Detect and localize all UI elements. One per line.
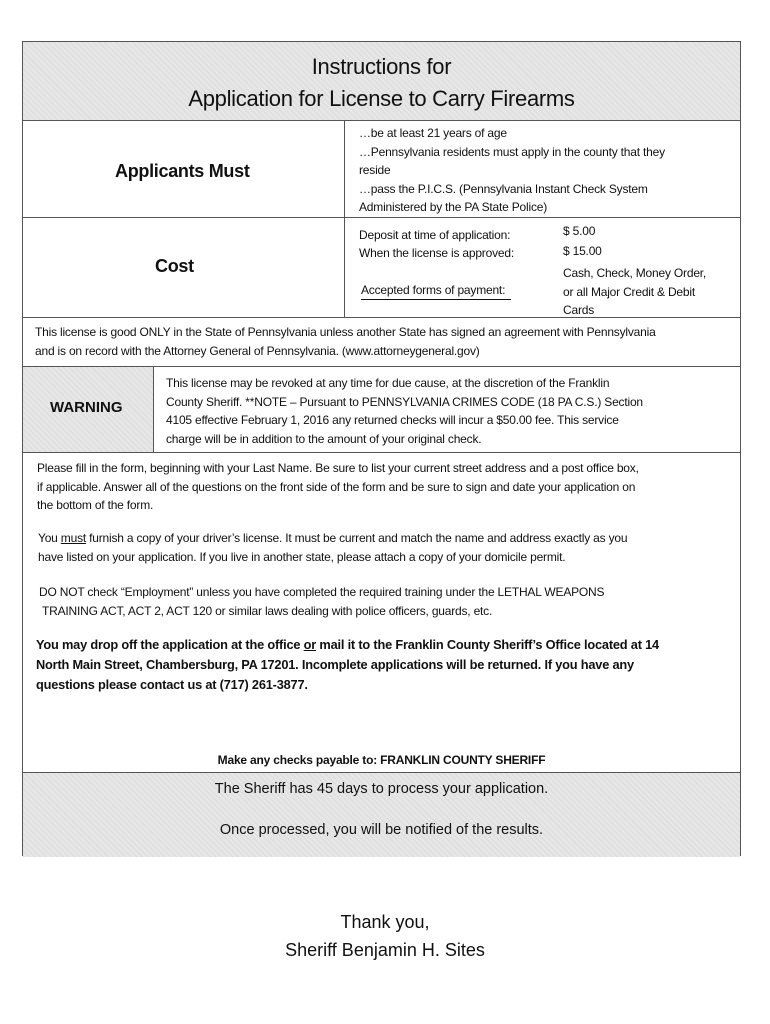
drivers-license-text-pre: You bbox=[38, 531, 61, 545]
submission-line-3: questions please contact us at (717) 261-3877. bbox=[36, 677, 308, 692]
instruction-fill-form-line-2: if applicable. Answer all of the questions on the front side of the form and be sure to sign and date your application on bbox=[37, 479, 636, 494]
warning-line-1: This license may be revoked at any time for due cause, at the discretion of the Franklin bbox=[166, 376, 610, 390]
requirement-pics: …pass the P.I.C.S. (Pennsylvania Instant Check System bbox=[359, 181, 648, 196]
notification-note: Once processed, you will be notified of the results. bbox=[219, 822, 544, 838]
warning-line-2: County Sheriff. **NOTE – Pursuant to PENNSYLVANIA CRIMES CODE (18 PA C.S.) Section bbox=[166, 394, 643, 409]
requirement-age: …be at least 21 years of age bbox=[359, 126, 507, 140]
instruction-submission bbox=[36, 635, 659, 695]
title-line-1: Instructions for bbox=[311, 54, 452, 79]
warning-label: WARNING bbox=[50, 399, 123, 416]
payment-methods-line-3: Cards bbox=[563, 303, 595, 317]
requirement-pics-cont: Administered by the PA State Police) bbox=[359, 200, 548, 214]
instruction-employment bbox=[39, 583, 604, 620]
requirement-residency-cont: reside bbox=[359, 163, 391, 177]
sheriff-signature: Sheriff Benjamin H. Sites bbox=[285, 940, 485, 960]
title-line-2: Application for License to Carry Firearms bbox=[188, 86, 575, 111]
instruction-fill-form-line-1: Please fill in the form, beginning with your Last Name. Be sure to list your current street address and a post office box, bbox=[37, 461, 639, 475]
drivers-license-text-rest: furnish a copy of your driver’s license. It must be current and match the name and address exactly as you bbox=[86, 531, 628, 545]
requirement-residency: …Pennsylvania residents must apply in the county that they bbox=[359, 144, 665, 159]
approved-value: $ 15.00 bbox=[563, 244, 602, 258]
license-validity-note bbox=[23, 318, 740, 367]
warning-section bbox=[23, 367, 740, 453]
payment-label: Accepted forms of payment: bbox=[361, 282, 511, 300]
submission-line-2: North Main Street, Chambersburg, PA 17201. Incomplete applications will be returned. If you have any bbox=[36, 657, 634, 672]
submission-text-pre: You may drop off the application at the office bbox=[36, 637, 304, 652]
or-emphasis: or bbox=[303, 637, 317, 652]
must-emphasis: must bbox=[60, 531, 87, 545]
license-note-line-1: This license is good ONLY in the State of Pennsylvania unless another State has signed an agreement with Pennsylvania bbox=[35, 325, 656, 339]
instruction-drivers-license bbox=[38, 529, 627, 566]
drivers-license-line-2: have listed on your application. If you live in another state, please attach a copy of your domicile permit. bbox=[38, 549, 566, 564]
page-title bbox=[23, 42, 740, 121]
warning-label-cell bbox=[23, 367, 154, 452]
instruction-fill-form bbox=[37, 459, 639, 515]
payment-methods-line-2: or all Major Credit & Debit bbox=[563, 284, 695, 299]
thank-you: Thank you, bbox=[340, 912, 430, 932]
warning-text bbox=[166, 374, 643, 448]
instruction-fill-form-line-3: the bottom of the form. bbox=[37, 498, 154, 512]
license-note-line-2: and is on record with the Attorney General of Pennsylvania. (www.attorneygeneral.gov) bbox=[35, 343, 480, 358]
payment-methods-line-1: Cash, Check, Money Order, bbox=[563, 266, 707, 280]
cost-label: Cost bbox=[155, 256, 194, 276]
submission-text-post: mail it to the Franklin County Sheriff’s Office located at 14 bbox=[316, 637, 659, 652]
warning-line-4: charge will be in addition to the amount of your original check. bbox=[166, 431, 482, 446]
approved-label: When the license is approved: bbox=[359, 246, 514, 260]
checks-payable-note: Make any checks payable to: FRANKLIN COUNTY SHERIFF bbox=[217, 753, 546, 767]
instructions-body bbox=[23, 453, 740, 772]
deposit-label: Deposit at time of application: bbox=[359, 228, 511, 242]
warning-line-3: 4105 effective February 1, 2016 any returned checks will incur a $50.00 fee. This service bbox=[166, 413, 619, 427]
applicants-section bbox=[23, 121, 740, 218]
instructions-document bbox=[22, 41, 741, 856]
processing-footer bbox=[23, 772, 740, 857]
employment-line-2: TRAINING ACT, ACT 2, ACT 120 or similar laws dealing with police officers, guards, etc. bbox=[42, 603, 493, 618]
deposit-value: $ 5.00 bbox=[563, 224, 596, 238]
processing-time: The Sheriff has 45 days to process your application. bbox=[214, 781, 549, 797]
cost-section bbox=[23, 218, 740, 318]
payment-methods bbox=[563, 264, 706, 320]
employment-line-1: DO NOT check “Employment” unless you have completed the required training under the LETHAL WEAPONS bbox=[39, 585, 605, 599]
applicant-requirements bbox=[359, 124, 734, 217]
applicants-label: Applicants Must bbox=[115, 161, 250, 181]
